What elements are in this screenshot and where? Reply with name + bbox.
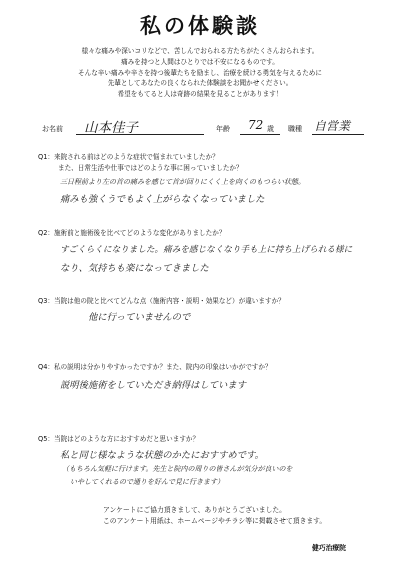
name-field [76,118,204,135]
job-label: 職種 [288,125,302,133]
question-number: Q2： [38,229,54,237]
age-value: 72 [248,118,264,132]
question-text: 施術前と施術後を比べてどのような変化がありましたか？ [53,229,226,237]
footer-thanks: アンケートにご協力頂きまして、ありがとうございました。 [103,506,286,514]
answer-1-line-1: 三日程前より左の首の痛みを感じて首が回りにくく上を向くのもつらい状態。 [60,178,305,186]
intro-line: 希望をもてると人は奇跡の結果を見ることがあります！ [117,90,283,99]
job-value: 自営業 [314,119,351,133]
intro-line: そんな辛い痛みや辛さを持つ後輩たちを励まし、治療を続ける勇気を与えるために [78,68,322,77]
question-1 [38,152,219,163]
answer-4-line-1: 説明後施術をしていただき納得はしています [60,380,246,391]
answer-5-line-2: （もちろん気軽に行けます。先生と院内の周りの皆さんが気分が良いのを [62,465,293,473]
answer-2-line-1: すごくらくになりました。痛みを感じなくなり手も上に持ち上げられる様に [60,245,353,255]
question-text: 私の説明は分かりやすかったですか？また、院内の印象はいかがですか？ [53,363,272,371]
answer-1-line-2: 痛みも強くうでもよく上がらなくなっていました [60,194,265,205]
question-text: 来院される前はどのような症状で悩まれていましたか？ [53,153,219,161]
age-label: 年齢 [216,125,230,133]
question-3 [38,296,285,307]
intro-text [0,46,400,100]
footer-notice: このアンケート用紙は、ホームページやチラシ等に掲載させて頂きます。 [103,517,327,525]
age-field [240,118,280,135]
answer-3-line-1: 他に行っていませんので [88,312,191,323]
name-value: 山本佳子 [84,120,138,136]
page-title: 私の体験談 [140,14,260,38]
question-number: Q3： [38,297,54,305]
intro-line: 様々な痛みや深いコリなどで、苦しんでおられる方たちがたくさんおられます。 [81,47,319,55]
answer-5-line-1: 私と同じ様なような状態のかたにおすすめです。 [60,450,264,461]
intro-line: 先輩としてあなたの良くなられた体験談をお聞かせください。 [107,79,293,88]
question-number: Q5： [38,435,54,443]
question-5 [38,434,199,445]
question-1-line-2: また、日常生活や仕事ではどのような事に困っていましたか？ [58,164,243,172]
question-text: 当院はどのような方におすすめだと思いますか？ [53,435,200,443]
job-field [312,118,364,135]
question-number: Q1： [38,153,54,161]
name-label: お名前 [42,125,63,133]
clinic-name: 健巧治療院 [312,544,346,552]
answer-2-line-2: なり、気持ちも楽になってきました [60,263,209,274]
intro-line: 痛みを持つと人間はひとりでは不安になるものです。 [121,57,279,66]
question-number: Q4： [38,363,54,371]
answer-5-line-3: いやしてくれるので通りを好んで見に行きます） [70,478,224,486]
question-2 [38,228,225,239]
age-unit: 歳 [267,125,274,133]
question-text: 当院は他の院と比べてどんな点（施術内容・説明・効果など）が違いますか？ [53,297,285,305]
question-4 [38,362,272,373]
